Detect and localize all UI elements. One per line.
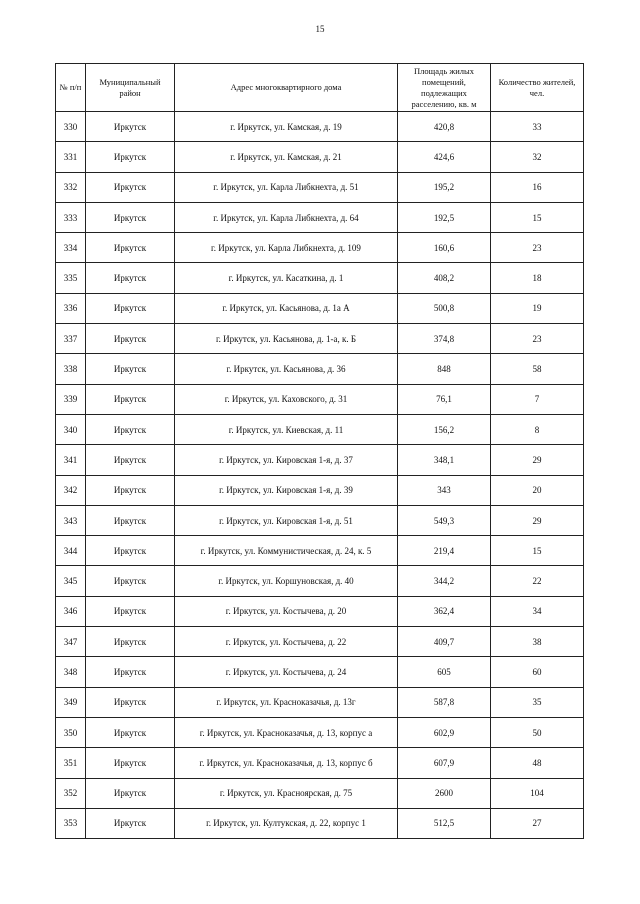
cell-area: 2600 xyxy=(398,778,491,808)
cell-residents: 35 xyxy=(491,687,584,717)
cell-address: г. Иркутск, ул. Кировская 1-я, д. 51 xyxy=(175,505,398,535)
cell-address: г. Иркутск, ул. Костычева, д. 20 xyxy=(175,596,398,626)
cell-num: 346 xyxy=(56,596,86,626)
table-header-row xyxy=(56,64,584,112)
cell-area: 587,8 xyxy=(398,687,491,717)
cell-district: Иркутск xyxy=(86,596,175,626)
table-row xyxy=(56,687,584,717)
table-row xyxy=(56,263,584,293)
cell-district: Иркутск xyxy=(86,112,175,142)
table-row xyxy=(56,596,584,626)
cell-area: 195,2 xyxy=(398,172,491,202)
cell-residents: 23 xyxy=(491,324,584,354)
table-row xyxy=(56,293,584,323)
cell-district: Иркутск xyxy=(86,263,175,293)
table-row xyxy=(56,475,584,505)
table-row xyxy=(56,354,584,384)
cell-area: 156,2 xyxy=(398,414,491,444)
cell-area: 605 xyxy=(398,657,491,687)
cell-district: Иркутск xyxy=(86,384,175,414)
cell-num: 337 xyxy=(56,324,86,354)
table-row xyxy=(56,657,584,687)
cell-residents: 29 xyxy=(491,445,584,475)
cell-residents: 29 xyxy=(491,505,584,535)
cell-area: 343 xyxy=(398,475,491,505)
cell-area: 192,5 xyxy=(398,202,491,232)
cell-num: 344 xyxy=(56,536,86,566)
cell-address: г. Иркутск, ул. Камская, д. 21 xyxy=(175,142,398,172)
cell-residents: 104 xyxy=(491,778,584,808)
cell-residents: 20 xyxy=(491,475,584,505)
cell-address: г. Иркутск, ул. Култукская, д. 22, корпус 1 xyxy=(175,808,398,838)
cell-area: 348,1 xyxy=(398,445,491,475)
cell-address: г. Иркутск, ул. Коршуновская, д. 40 xyxy=(175,566,398,596)
cell-area: 607,9 xyxy=(398,748,491,778)
cell-residents: 50 xyxy=(491,717,584,747)
cell-area: 409,7 xyxy=(398,627,491,657)
table-row xyxy=(56,233,584,263)
cell-residents: 58 xyxy=(491,354,584,384)
table-row xyxy=(56,202,584,232)
cell-area: 424,6 xyxy=(398,142,491,172)
header-address: Адрес многоквартирного дома xyxy=(175,64,398,112)
cell-area: 848 xyxy=(398,354,491,384)
cell-district: Иркутск xyxy=(86,566,175,596)
cell-district: Иркутск xyxy=(86,808,175,838)
cell-address: г. Иркутск, ул. Касаткина, д. 1 xyxy=(175,263,398,293)
table-body xyxy=(56,112,584,839)
table-row xyxy=(56,172,584,202)
table-row xyxy=(56,505,584,535)
cell-residents: 38 xyxy=(491,627,584,657)
cell-num: 350 xyxy=(56,717,86,747)
cell-district: Иркутск xyxy=(86,414,175,444)
cell-num: 353 xyxy=(56,808,86,838)
cell-district: Иркутск xyxy=(86,233,175,263)
cell-num: 333 xyxy=(56,202,86,232)
cell-num: 347 xyxy=(56,627,86,657)
cell-area: 512,5 xyxy=(398,808,491,838)
cell-district: Иркутск xyxy=(86,627,175,657)
housing-table xyxy=(55,63,584,839)
header-num: № п/п xyxy=(56,64,86,112)
cell-residents: 7 xyxy=(491,384,584,414)
table-row xyxy=(56,414,584,444)
cell-residents: 16 xyxy=(491,172,584,202)
cell-address: г. Иркутск, ул. Красноярская, д. 75 xyxy=(175,778,398,808)
cell-num: 339 xyxy=(56,384,86,414)
cell-address: г. Иркутск, ул. Красноказачья, д. 13г xyxy=(175,687,398,717)
cell-address: г. Иркутск, ул. Карла Либкнехта, д. 64 xyxy=(175,202,398,232)
cell-address: г. Иркутск, ул. Костычева, д. 22 xyxy=(175,627,398,657)
cell-district: Иркутск xyxy=(86,778,175,808)
table-row xyxy=(56,142,584,172)
cell-residents: 15 xyxy=(491,202,584,232)
cell-address: г. Иркутск, ул. Киевская, д. 11 xyxy=(175,414,398,444)
cell-num: 345 xyxy=(56,566,86,596)
cell-num: 348 xyxy=(56,657,86,687)
cell-residents: 8 xyxy=(491,414,584,444)
table-row xyxy=(56,384,584,414)
cell-residents: 15 xyxy=(491,536,584,566)
cell-num: 332 xyxy=(56,172,86,202)
table-row xyxy=(56,536,584,566)
cell-district: Иркутск xyxy=(86,687,175,717)
cell-address: г. Иркутск, ул. Каховского, д. 31 xyxy=(175,384,398,414)
cell-district: Иркутск xyxy=(86,354,175,384)
table-row xyxy=(56,627,584,657)
cell-num: 340 xyxy=(56,414,86,444)
header-residents: Количество жителей, чел. xyxy=(491,64,584,112)
table-row xyxy=(56,778,584,808)
cell-num: 331 xyxy=(56,142,86,172)
cell-num: 352 xyxy=(56,778,86,808)
cell-address: г. Иркутск, ул. Костычева, д. 24 xyxy=(175,657,398,687)
cell-district: Иркутск xyxy=(86,293,175,323)
table-row xyxy=(56,112,584,142)
table-row xyxy=(56,445,584,475)
cell-district: Иркутск xyxy=(86,717,175,747)
cell-address: г. Иркутск, ул. Кировская 1-я, д. 39 xyxy=(175,475,398,505)
cell-residents: 22 xyxy=(491,566,584,596)
cell-area: 160,6 xyxy=(398,233,491,263)
cell-num: 334 xyxy=(56,233,86,263)
cell-num: 349 xyxy=(56,687,86,717)
cell-residents: 48 xyxy=(491,748,584,778)
cell-num: 342 xyxy=(56,475,86,505)
cell-area: 374,8 xyxy=(398,324,491,354)
cell-address: г. Иркутск, ул. Кировская 1-я, д. 37 xyxy=(175,445,398,475)
cell-address: г. Иркутск, ул. Камская, д. 19 xyxy=(175,112,398,142)
page-number: 15 xyxy=(315,24,325,34)
cell-area: 420,8 xyxy=(398,112,491,142)
cell-address: г. Иркутск, ул. Красноказачья, д. 13, корпус а xyxy=(175,717,398,747)
cell-area: 500,8 xyxy=(398,293,491,323)
cell-area: 602,9 xyxy=(398,717,491,747)
cell-area: 549,3 xyxy=(398,505,491,535)
cell-residents: 18 xyxy=(491,263,584,293)
table-row xyxy=(56,748,584,778)
cell-residents: 23 xyxy=(491,233,584,263)
cell-area: 219,4 xyxy=(398,536,491,566)
cell-num: 330 xyxy=(56,112,86,142)
cell-address: г. Иркутск, ул. Коммунистическая, д. 24, к. 5 xyxy=(175,536,398,566)
cell-residents: 32 xyxy=(491,142,584,172)
cell-area: 362,4 xyxy=(398,596,491,626)
cell-num: 335 xyxy=(56,263,86,293)
cell-residents: 60 xyxy=(491,657,584,687)
cell-address: г. Иркутск, ул. Карла Либкнехта, д. 109 xyxy=(175,233,398,263)
cell-num: 336 xyxy=(56,293,86,323)
cell-area: 408,2 xyxy=(398,263,491,293)
header-area: Площадь жилых помещений, подлежащих расселению, кв. м xyxy=(398,64,491,112)
cell-district: Иркутск xyxy=(86,324,175,354)
cell-district: Иркутск xyxy=(86,475,175,505)
cell-address: г. Иркутск, ул. Касьянова, д. 36 xyxy=(175,354,398,384)
table-row xyxy=(56,808,584,838)
cell-num: 343 xyxy=(56,505,86,535)
cell-num: 338 xyxy=(56,354,86,384)
table-row xyxy=(56,566,584,596)
cell-residents: 34 xyxy=(491,596,584,626)
header-district: Муниципальный район xyxy=(86,64,175,112)
cell-address: г. Иркутск, ул. Красноказачья, д. 13, корпус б xyxy=(175,748,398,778)
cell-district: Иркутск xyxy=(86,657,175,687)
cell-num: 351 xyxy=(56,748,86,778)
cell-address: г. Иркутск, ул. Касьянова, д. 1-а, к. Б xyxy=(175,324,398,354)
cell-area: 76,1 xyxy=(398,384,491,414)
cell-district: Иркутск xyxy=(86,445,175,475)
cell-district: Иркутск xyxy=(86,142,175,172)
cell-residents: 19 xyxy=(491,293,584,323)
table-row xyxy=(56,717,584,747)
table-row xyxy=(56,324,584,354)
cell-district: Иркутск xyxy=(86,505,175,535)
cell-district: Иркутск xyxy=(86,172,175,202)
cell-address: г. Иркутск, ул. Карла Либкнехта, д. 51 xyxy=(175,172,398,202)
cell-residents: 27 xyxy=(491,808,584,838)
cell-district: Иркутск xyxy=(86,536,175,566)
cell-area: 344,2 xyxy=(398,566,491,596)
cell-district: Иркутск xyxy=(86,748,175,778)
cell-address: г. Иркутск, ул. Касьянова, д. 1а А xyxy=(175,293,398,323)
cell-district: Иркутск xyxy=(86,202,175,232)
cell-residents: 33 xyxy=(491,112,584,142)
cell-num: 341 xyxy=(56,445,86,475)
